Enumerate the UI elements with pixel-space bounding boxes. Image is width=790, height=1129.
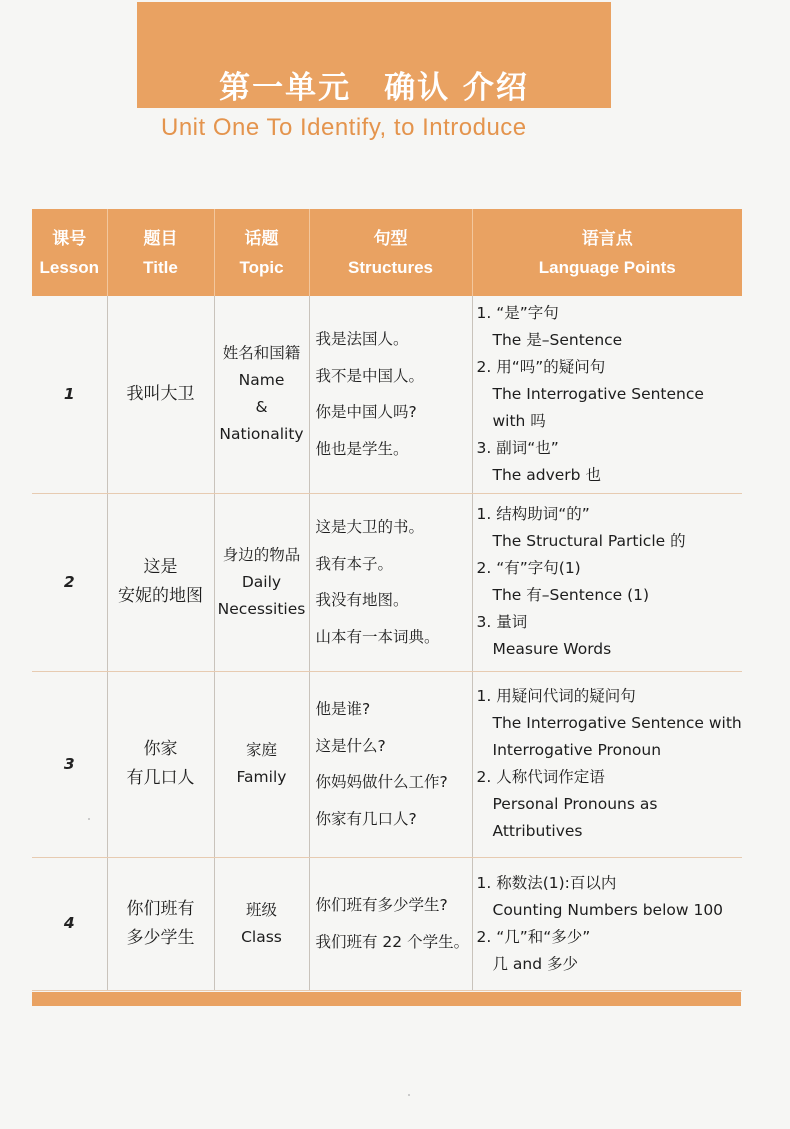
lesson-title — [107, 493, 214, 671]
topic-line: Name — [238, 371, 285, 390]
header-lesson: 课号 Lesson — [32, 209, 107, 296]
structure-sentence: 你是中国人吗? — [315, 403, 417, 422]
language-point-english: The Interrogative Sentence with — [492, 714, 742, 732]
lesson-language-points — [472, 671, 742, 857]
lesson-row — [32, 671, 742, 857]
language-point-english: The 是–Sentence — [492, 330, 623, 349]
language-point — [477, 300, 743, 354]
lesson-row — [32, 857, 742, 990]
lesson-topic — [214, 857, 309, 990]
topic-line: Class — [241, 927, 282, 946]
language-point-english: The 有–Sentence (1) — [492, 586, 650, 604]
lesson-row — [32, 296, 742, 493]
language-point — [477, 501, 743, 555]
lessons-table — [32, 209, 742, 991]
language-point — [477, 764, 743, 845]
lesson-title-line: 多少学生 — [126, 927, 195, 948]
language-point — [477, 609, 743, 663]
language-point — [477, 354, 743, 435]
language-point-english: The adverb 也 — [492, 465, 601, 484]
language-point-english: The Structural Particle 的 — [492, 532, 686, 550]
lesson-structures — [309, 493, 472, 671]
language-point-english: The Interrogative Sentence — [492, 384, 704, 403]
structure-sentence: 这是什么? — [315, 736, 386, 755]
topic-line: Family — [236, 768, 287, 786]
topic-line: & — [255, 398, 268, 417]
topic-line: Daily — [241, 572, 282, 591]
header-topic: 话题 Topic — [214, 209, 309, 296]
language-point — [477, 683, 743, 764]
structure-sentence: 你妈妈做什么工作? — [315, 773, 448, 791]
language-point-heading: 3. 副词“也” — [476, 438, 559, 457]
lesson-title — [107, 857, 214, 990]
topic-line: 班级 — [245, 900, 277, 919]
lesson-number: 1 — [32, 296, 107, 493]
topic-line: Necessities — [217, 599, 306, 618]
lesson-title — [107, 671, 214, 857]
language-point-heading: 2. 人称代词作定语 — [476, 768, 605, 786]
lesson-number: 2 — [32, 493, 107, 671]
language-point-english: Counting Numbers below 100 — [492, 900, 724, 919]
structure-sentence: 你家有几口人? — [315, 809, 417, 828]
lesson-structures — [309, 857, 472, 990]
header-language-points: 语言点 Language Points — [472, 209, 742, 296]
topic-line: 家庭 — [245, 741, 277, 759]
structure-sentence: 他是谁? — [315, 700, 371, 718]
language-point-english: Attributives — [492, 822, 583, 840]
language-point-heading: 1. “是”字句 — [476, 303, 559, 322]
topic-line: Nationality — [219, 425, 304, 444]
lesson-structures — [309, 296, 472, 493]
lesson-title-line: 有几口人 — [126, 768, 195, 788]
scan-speck — [408, 1094, 410, 1096]
lesson-title-line: 这是 — [143, 557, 178, 577]
structure-sentence: 这是大卫的书。 — [315, 518, 425, 536]
lesson-topic — [214, 296, 309, 493]
lesson-language-points — [472, 857, 742, 990]
structure-sentence: 我有本子。 — [315, 554, 394, 573]
header-title: 题目 Title — [107, 209, 214, 296]
structure-sentence: 我们班有 22 个学生。 — [315, 932, 470, 951]
language-point-english: Personal Pronouns as — [492, 795, 658, 813]
language-point-heading: 2. 用“吗”的疑问句 — [476, 357, 606, 376]
language-point — [477, 435, 743, 489]
lesson-title-line: 安妮的地图 — [118, 586, 203, 606]
language-point-heading: 2. “有”字句(1) — [476, 559, 581, 577]
language-point — [477, 555, 743, 609]
topic-line: 身边的物品 — [222, 545, 301, 564]
structure-sentence: 我是法国人。 — [315, 330, 409, 349]
structure-sentence: 你们班有多少学生? — [315, 896, 448, 914]
language-point-heading: 1. 结构助词“的” — [476, 505, 590, 523]
structure-sentence: 我没有地图。 — [315, 591, 409, 609]
lesson-title-line: 你家 — [143, 739, 178, 759]
language-point-english: with 吗 — [492, 411, 546, 430]
language-point-english: 几 and 多少 — [492, 954, 579, 973]
language-point-heading: 3. 量词 — [476, 613, 528, 631]
scan-speck — [88, 818, 90, 820]
language-point-english: Interrogative Pronoun — [492, 741, 662, 759]
lesson-language-points — [472, 493, 742, 671]
language-point-heading: 1. 用疑问代词的疑问句 — [476, 687, 636, 705]
topic-line: 姓名和国籍 — [222, 344, 301, 363]
lesson-title-line: 你们班有 — [126, 898, 195, 919]
language-point-heading: 1. 称数法(1):百以内 — [476, 873, 617, 892]
lesson-number: 3 — [32, 671, 107, 857]
lesson-number: 4 — [32, 857, 107, 990]
lesson-structures — [309, 671, 472, 857]
lesson-language-points — [472, 296, 742, 493]
lesson-topic — [214, 493, 309, 671]
table-header-row — [32, 209, 742, 296]
header-structures: 句型 Structures — [309, 209, 472, 296]
language-point-english: Measure Words — [492, 640, 612, 658]
unit-title-chinese: 第一单元 确认 介绍 — [219, 70, 529, 106]
unit-title-english: Unit One To Identify, to Introduce — [161, 114, 527, 141]
bottom-bar — [32, 992, 741, 1006]
lesson-title-line: 我叫大卫 — [126, 383, 195, 404]
language-point — [477, 870, 743, 924]
lesson-row — [32, 493, 742, 671]
lesson-topic — [214, 671, 309, 857]
structure-sentence: 山本有一本词典。 — [315, 627, 440, 646]
structure-sentence: 他也是学生。 — [315, 439, 409, 458]
structure-sentence: 我不是中国人。 — [315, 366, 425, 385]
language-point-heading: 2. “几”和“多少” — [476, 927, 591, 946]
language-point — [477, 924, 743, 978]
lesson-title — [107, 296, 214, 493]
